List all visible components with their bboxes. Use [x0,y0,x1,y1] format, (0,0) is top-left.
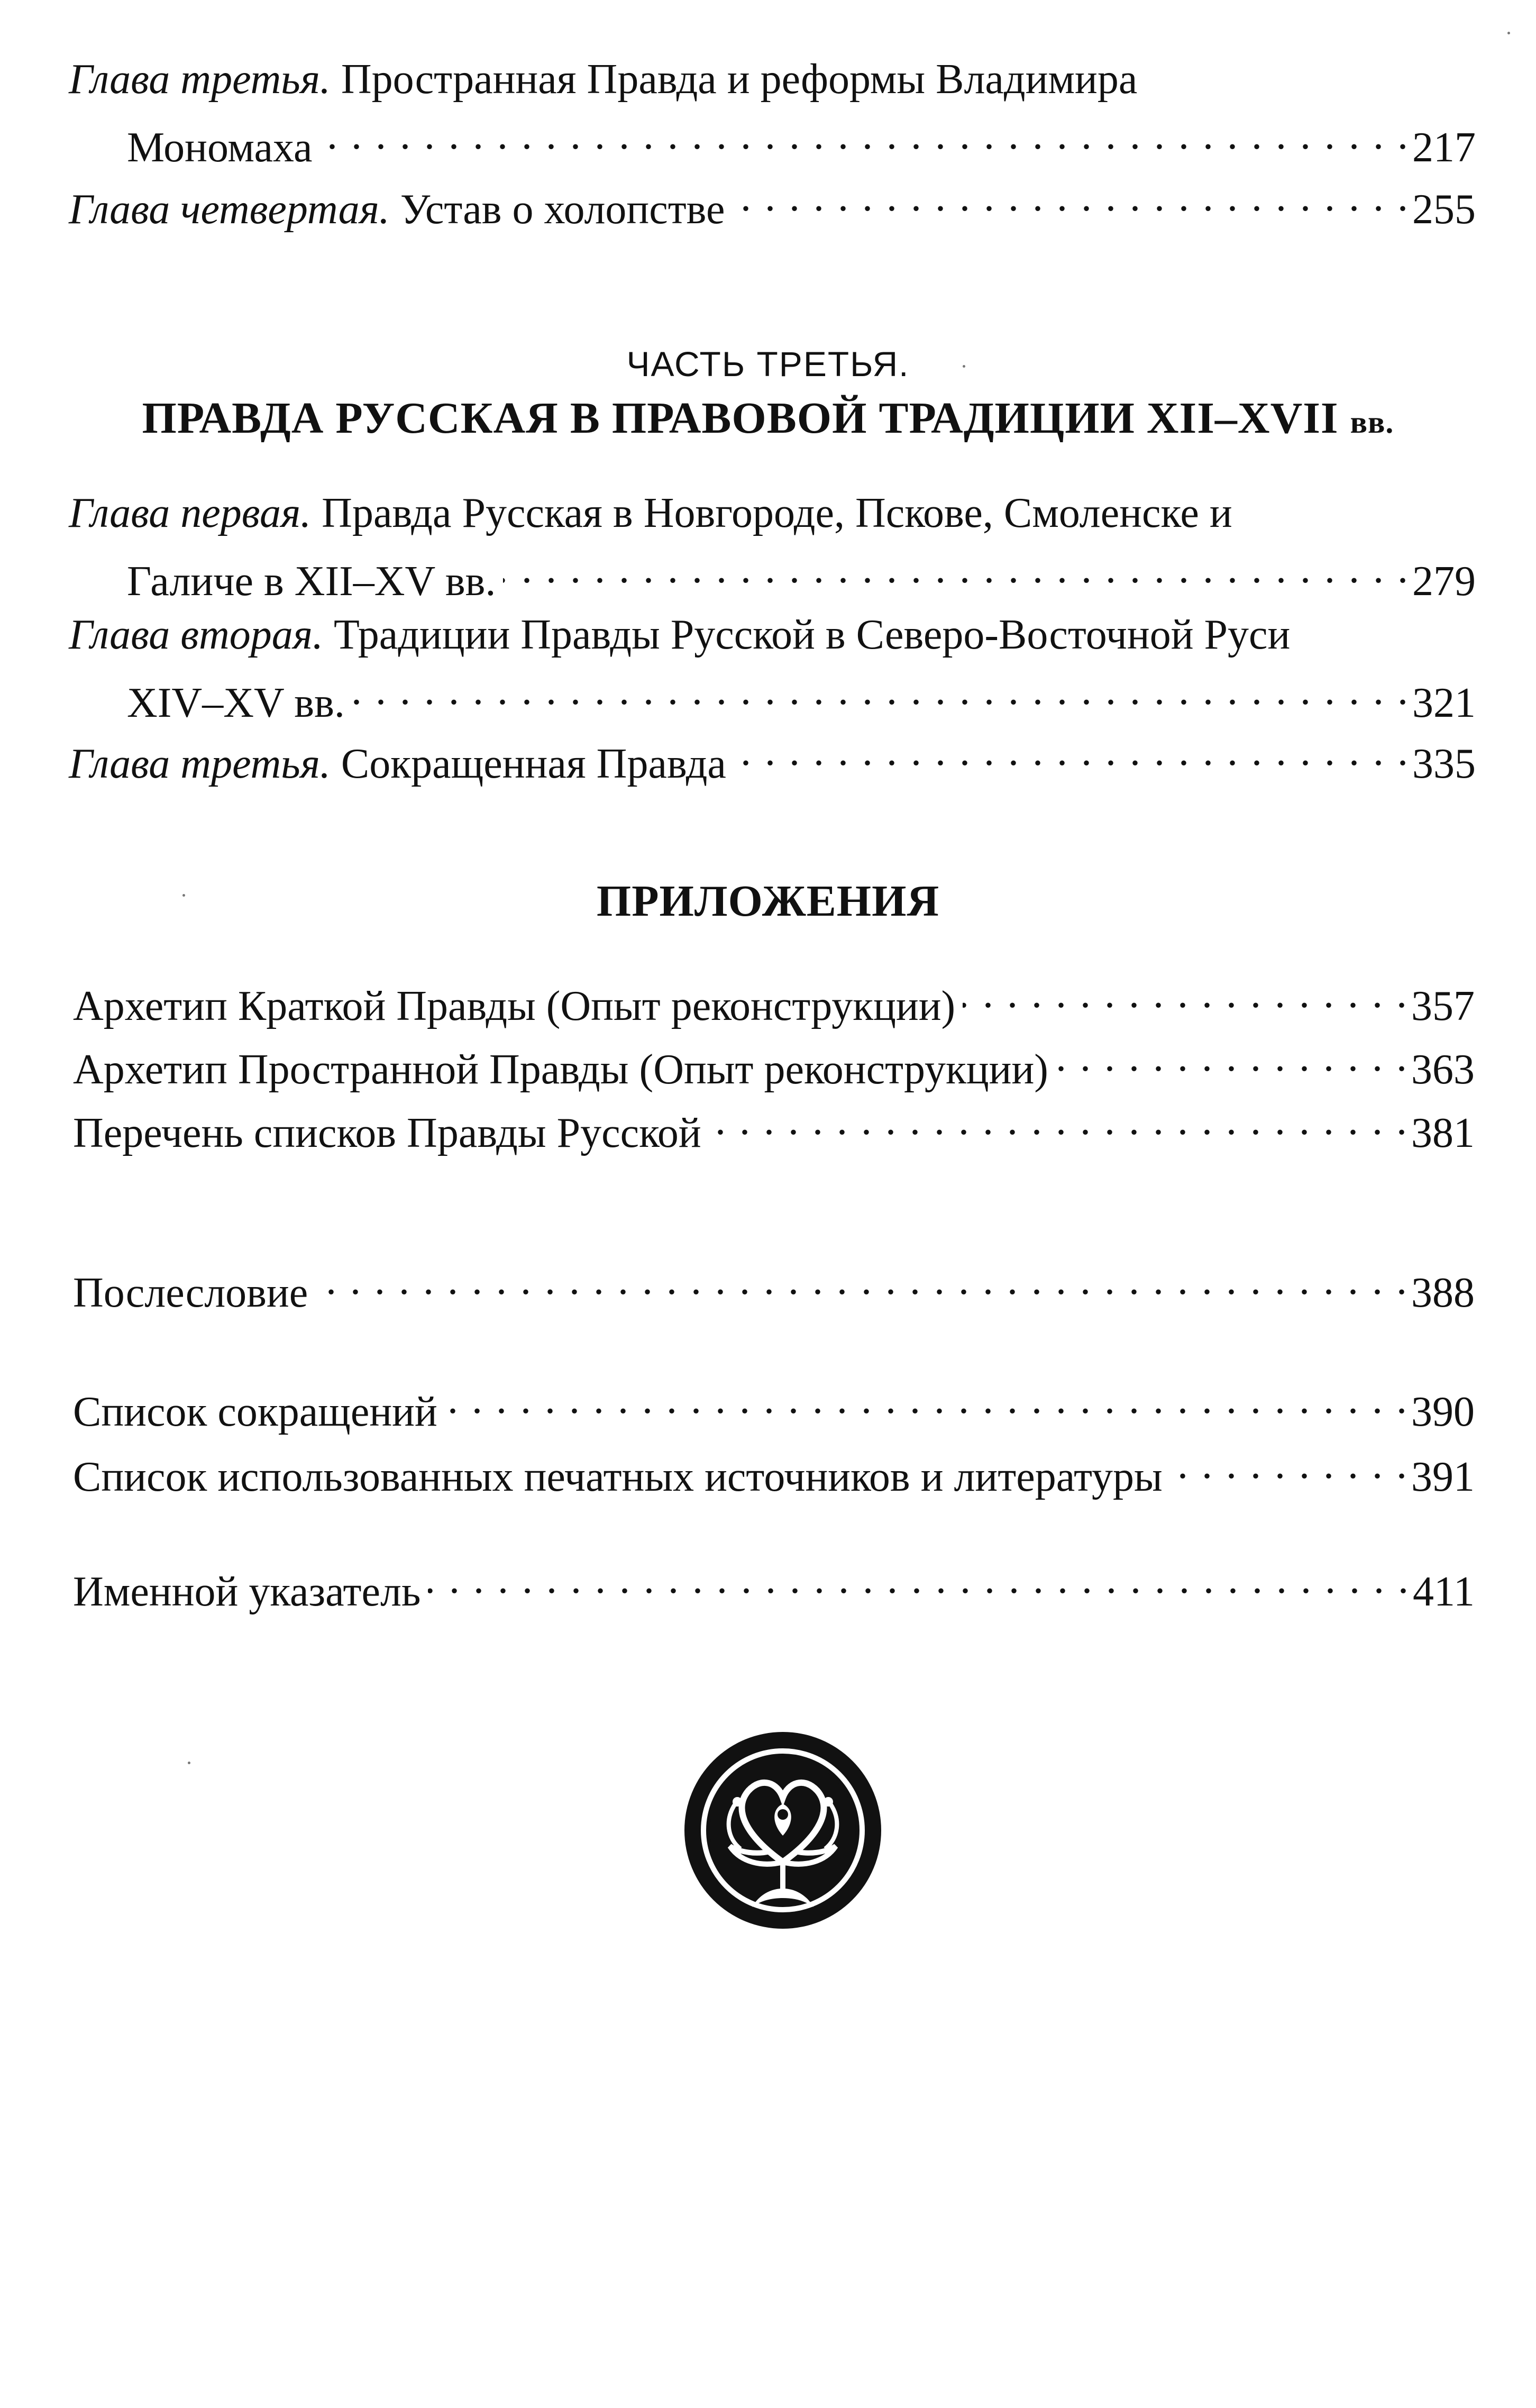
chapter-title-continuation: Галиче в XII–XV вв. [127,558,496,605]
toc-entry-ch4-part2 [69,170,1476,236]
entry-title: Архетип Пространной Правды (Опыт реконструкции) [73,1046,1048,1093]
scan-speck [963,365,965,368]
dot-leader [1056,1030,1407,1083]
page-number: 363 [1411,1046,1475,1093]
chapter-label: Глава первая. [69,490,312,536]
entry-title: Послесловие [73,1270,308,1316]
toc-entry-ch1-part3-line2 [127,542,1476,608]
toc-entry-name-index [73,1553,1475,1618]
chapter-label: Глава вторая. [69,612,323,658]
page-number: 411 [1412,1568,1475,1615]
dot-leader [709,1094,1407,1147]
part-three-label: ЧАСТЬ ТРЕТЬЯ. [626,344,910,384]
page-number: 391 [1411,1454,1475,1500]
toc-entry-appendix-2 [73,1030,1475,1096]
toc-entry-abbreviations [73,1373,1475,1438]
toc-entry-appendix-3 [73,1094,1475,1160]
dot-leader [445,1373,1407,1426]
toc-entry-ch3-part2-line1 [69,53,1476,106]
toc-entry-ch2-part3-line2 [127,664,1476,729]
scan-speck [188,1762,190,1764]
chapter-label: Глава третья. [69,741,331,787]
page-number: 217 [1412,124,1476,171]
chapter-title-continuation: XIV–XV вв. [127,680,345,726]
page-number: 335 [1412,741,1476,787]
floral-ornament-icon [682,1730,883,1931]
toc-entry-appendix-1 [73,967,1475,1033]
toc-entry-bibliography [73,1438,1475,1503]
page-number: 381 [1411,1110,1475,1156]
part-three-title-main: ПРАВДА РУССКАЯ В ПРАВОВОЙ ТРАДИЦИИ XII–XVII [142,394,1339,443]
scan-speck [1507,32,1510,34]
dot-leader [428,1553,1409,1606]
chapter-title: Сокращенная Правда [341,741,726,787]
chapter-title: Традиции Правды Русской в Северо-Восточной Руси [333,612,1291,658]
entry-title: Перечень списков Правды Русской [73,1110,701,1156]
dot-leader [732,170,1408,223]
toc-entry-ch3-part2-line2 [127,108,1476,174]
toc-entry-afterword [73,1254,1475,1319]
page-number: 357 [1411,983,1475,1029]
dot-leader [315,1254,1407,1307]
dot-leader [963,967,1407,1020]
part-three-title [0,393,1536,444]
dot-leader [352,664,1408,717]
page-number: 390 [1411,1389,1475,1435]
entry-title: Архетип Краткой Правды (Опыт реконструкции) [73,983,956,1029]
entry-title: Именной указатель [73,1568,421,1615]
page-number: 321 [1412,680,1476,726]
part-three-title-suffix: вв. [1350,405,1394,440]
toc-entry-ch3-part3 [69,725,1476,790]
entry-title: Список сокращений [73,1389,437,1435]
page-number: 279 [1412,558,1476,605]
entry-title: Список использованных печатных источников и литературы [73,1454,1163,1500]
page-number: 255 [1412,186,1476,233]
toc-entry-ch2-part3-line1 [69,608,1476,661]
chapter-title-continuation: Мономаха [127,124,313,171]
chapter-title: Пространная Правда и реформы Владимира [341,56,1138,103]
chapter-title: Правда Русская в Новгороде, Пскове, Смоленске и [322,490,1232,536]
chapter-title: Устав о холопстве [400,186,725,233]
toc-entry-ch1-part3-line1 [69,487,1476,540]
scan-speck [182,894,185,897]
dot-leader [734,725,1408,778]
dot-leader [503,542,1408,595]
appendices-heading: ПРИЛОЖЕНИЯ [596,877,940,926]
chapter-label: Глава третья. [69,56,331,103]
dot-leader [1170,1438,1407,1491]
page-number: 388 [1411,1270,1475,1316]
chapter-label: Глава четвертая. [69,186,390,233]
dot-leader [319,108,1408,161]
